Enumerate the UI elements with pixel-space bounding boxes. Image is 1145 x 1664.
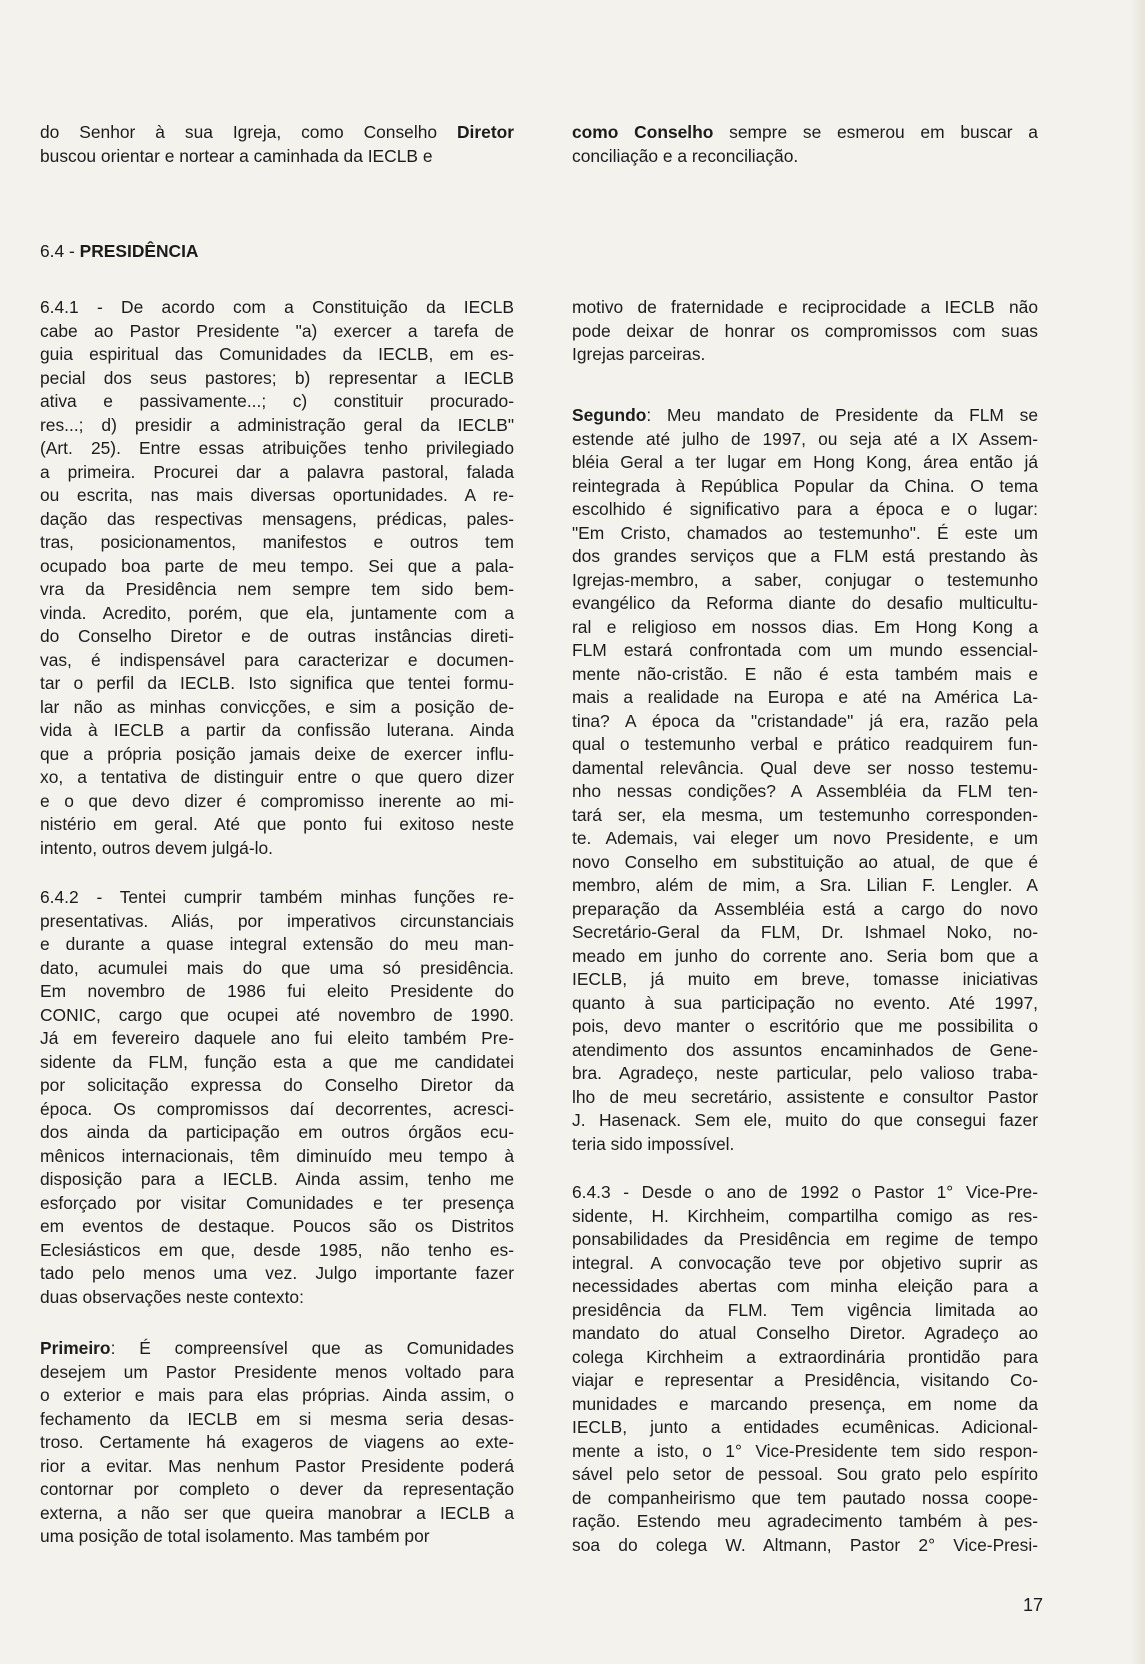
primeiro-label: Primeiro xyxy=(40,1338,111,1358)
text-line: atendimento dos assuntos encaminhados de Gene- xyxy=(572,1039,1038,1060)
text-line: troso. Certamente há exageros de viagens ao exte- xyxy=(40,1432,514,1452)
text-line: 6.4.2 - Tentei cumprir também minhas funções re- xyxy=(40,887,514,907)
text-line: necessidades abertas com minha eleição para a xyxy=(572,1276,1038,1296)
text-line: tina? A época da "cristandade" já era, razão pela xyxy=(572,710,1038,731)
text-line: bra. Agradeço, neste particular, pelo valioso traba- xyxy=(572,1063,1038,1083)
text-line: época. Os compromissos daí decorrentes, acresci- xyxy=(40,1098,514,1119)
text-line: Igrejas-membro, a saber, conjugar o testemunho xyxy=(572,569,1038,590)
paragraph-primeiro xyxy=(40,1337,514,1549)
text-line: uma posição de total isolamento. Mas também por xyxy=(40,1526,430,1546)
text-line: nistério em geral. Até que ponto fui exitoso neste xyxy=(40,814,514,834)
text-line: Eclesiásticos em que, desde 1985, não tenho es- xyxy=(40,1239,514,1260)
text-line: dato, acumulei mais do que uma só presidência. xyxy=(40,957,514,978)
text-line: contornar por completo o dever da representação xyxy=(40,1479,514,1499)
text-line: presentativas. Aliás, por imperativos circunstanciais xyxy=(40,910,514,931)
text-line: em eventos de destaque. Poucos são os Distritos xyxy=(40,1216,514,1236)
text-line: cabe ao Pastor Presidente "a) exercer a tarefa de xyxy=(40,320,514,341)
text-line: nho nessas condições? A Assembléia da FLM ten- xyxy=(572,781,1038,801)
text-line: presidência da FLM. Tem vigência limitada ao xyxy=(572,1299,1038,1320)
text-line: CONIC, cargo que ocupei até novembro de 1990. xyxy=(40,1004,514,1025)
segundo-label: Segundo xyxy=(572,405,647,425)
text-line: res...; d) presidir a administração geral da IECLB" xyxy=(40,414,514,435)
text-line: membro, além de mim, a Sra. Lilian F. Lengler. A xyxy=(572,875,1038,895)
text-line: lar não as minhas convicções, e sim a posição de- xyxy=(40,696,514,717)
text-line: intento, outros devem julgá-lo. xyxy=(40,837,273,858)
text-line: Em novembro de 1986 fui eleito Presidente do xyxy=(40,981,514,1001)
text-line: xo, a tentativa de distinguir entre o que quero dizer xyxy=(40,767,514,787)
text-line: mandato do atual Conselho Diretor. Agradeço ao xyxy=(572,1323,1038,1343)
text-line: Já em fevereiro daquele ano fui eleito também Pre- xyxy=(40,1028,514,1048)
text-line: pois, devo manter o escritório que me possibilita o xyxy=(572,1016,1038,1036)
top-left-text: do Senhor à sua Igreja, como Conselho xyxy=(40,122,457,142)
text-line: qual o testemunho verbal e prático readquirem fun- xyxy=(572,734,1038,754)
text-line: vas, é indispensável para caracterizar e documen- xyxy=(40,649,514,670)
text-line: externa, a não ser que queira manobrar a IECLB a xyxy=(40,1502,514,1523)
text-line: do Conselho Diretor e de outras instâncias direti- xyxy=(40,626,514,646)
text-line: damental relevância. Qual deve ser nosso testemu- xyxy=(572,757,1038,778)
text-line: colega Kirchheim a extraordinária prontidão para xyxy=(572,1346,1038,1367)
text-line: lho de meu secretário, assistente e consultor Pastor xyxy=(572,1086,1038,1107)
text-line: duas observações neste contexto: xyxy=(40,1286,304,1307)
text-line: pode deixar de honrar os compromissos com suas xyxy=(572,320,1038,341)
top-right-continuation xyxy=(572,121,1038,168)
text-line: te. Ademais, vai eleger um novo Presidente, e um xyxy=(572,828,1038,848)
paragraph-6-4-1 xyxy=(40,296,514,860)
text-line: FLM estará confrontada com um mundo essencial- xyxy=(572,640,1038,660)
text-line: tará ser, ela mesma, um testemunho corresponden- xyxy=(572,804,1038,825)
text-line: ração. Estendo meu agradecimento também à pes- xyxy=(572,1511,1038,1531)
paragraph-continuation xyxy=(572,296,1038,367)
paragraph-segundo xyxy=(572,404,1038,1156)
text-line: pecial dos seus pastores; b) representar a IECLB xyxy=(40,367,514,388)
text-line: desejem um Pastor Presidente menos voltado para xyxy=(40,1361,514,1382)
section-number: 6.4 - xyxy=(40,241,80,261)
text-line: quanto à sua participação no evento. Até 1997, xyxy=(572,992,1038,1013)
text-line: reintegrada à República Popular da China. O tema xyxy=(572,475,1038,496)
text-line: tado pelo menos uma vez. Julgo importante fazer xyxy=(40,1263,514,1283)
top-left-bold: Diretor xyxy=(456,122,514,142)
text-line: IECLB, junto a entidades ecumênicas. Adicional- xyxy=(572,1417,1038,1437)
text-line: ral e religioso em nossos dias. Em Hong Kong a xyxy=(572,616,1038,637)
text-line: e durante a quase integral extensão do meu man- xyxy=(40,934,514,954)
text-line: Secretário-Geral da FLM, Dr. Ishmael Noko, no- xyxy=(572,922,1038,942)
text-line: ativa e passivamente...; c) constituir procurado- xyxy=(40,391,514,411)
text-line: "Em Cristo, chamados ao testemunho". É este um xyxy=(572,522,1038,543)
text-line: soa do colega W. Altmann, Pastor 2° Vice-Presi- xyxy=(572,1534,1038,1555)
text-line: sável pelo setor de pessoal. Sou grato pelo espírito xyxy=(572,1464,1038,1484)
text-line: esforçado por visitar Comunidades e ter presença xyxy=(40,1192,514,1213)
text-line: Igrejas parceiras. xyxy=(572,344,706,364)
text-line: mente não-cristão. E não é esta também mais e xyxy=(572,663,1038,684)
text-line: vida à IECLB a partir da confissão luterana. Ainda xyxy=(40,720,514,740)
text-line: integral. A convocação teve por objetivo suprir as xyxy=(572,1252,1038,1273)
text-line: ocupado boa parte de meu tempo. Sei que a pala- xyxy=(40,555,514,576)
text-line: 6.4.1 - De acordo com a Constituição da IECLB xyxy=(40,297,514,317)
text-line: fechamento da IECLB em si mesma seria desas- xyxy=(40,1408,514,1429)
top-right-bold: como Conselho xyxy=(572,122,714,142)
text-line: dação das respectivas mensagens, prédicas, pales- xyxy=(40,508,514,529)
text-line: por solicitação expressa do Conselho Diretor da xyxy=(40,1075,514,1095)
text-line: dos ainda da participação em outros órgãos ecu- xyxy=(40,1122,514,1142)
text-line: de companheirismo que tem pautado nossa coope- xyxy=(572,1487,1038,1508)
text-line: dos grandes serviços que a FLM está prestando às xyxy=(572,546,1038,566)
page-number: 17 xyxy=(1023,1595,1044,1615)
paragraph-6-4-2 xyxy=(40,886,514,1309)
text-line: bléia Geral a ter lugar em Hong Kong, área então já xyxy=(572,452,1038,472)
text-line: vinda. Acredito, porém, que ela, juntamente com a xyxy=(40,602,514,623)
text-line: IECLB, já muito em breve, tomasse iniciativas xyxy=(572,969,1038,989)
text-line: teria sido impossível. xyxy=(572,1133,735,1154)
text-line: que a própria posição jamais deixe de exercer influ- xyxy=(40,743,514,764)
top-right-text: sempre se esmerou em buscar a xyxy=(713,122,1038,142)
text-line: (Art. 25). Entre essas atribuições tenho privilegiado xyxy=(40,438,514,458)
top-left-continuation xyxy=(40,121,514,168)
paragraph-6-4-3 xyxy=(572,1181,1038,1557)
section-heading xyxy=(40,241,199,262)
page-edge-shadow xyxy=(1131,0,1145,1664)
top-right-line: conciliação e a reconciliação. xyxy=(572,145,799,166)
text-line: tar o perfil da IECLB. Isto significa que tentei formu- xyxy=(40,673,514,693)
text-line: preparação da Assembléia está a cargo do novo xyxy=(572,898,1038,919)
text-line: guia espiritual das Comunidades da IECLB, em es- xyxy=(40,344,514,364)
text-line: rior a evitar. Mas nenhum Pastor Presidente poderá xyxy=(40,1455,514,1476)
text-line: mente a isto, o 1° Vice-Presidente tem sido respon- xyxy=(572,1440,1038,1461)
text-line: motivo de fraternidade e reciprocidade a IECLB não xyxy=(572,297,1038,317)
text-line: munidades e marcando presença, em nome da xyxy=(572,1393,1038,1414)
text-line: o exterior e mais para elas próprias. Ainda assim, o xyxy=(40,1385,514,1405)
text-line: mais a realidade na Europa e até na América La- xyxy=(572,687,1038,707)
text-line: tras, posicionamentos, manifestos e outros tem xyxy=(40,532,514,552)
text-line: evangélico da Reforma diante do desafio multicultu- xyxy=(572,593,1038,613)
text-line: ou escrita, nas mais diversas oportunidades. A re- xyxy=(40,485,514,505)
text-line: disposição para a IECLB. Ainda assim, tenho me xyxy=(40,1169,514,1189)
text-line: viajar e representar a Presidência, visitando Co- xyxy=(572,1370,1038,1390)
text-line: meado em junho do corrente ano. Seria bom que a xyxy=(572,945,1038,966)
text-line: vra da Presidência nem sempre tem sido bem- xyxy=(40,579,514,599)
text-line: sidente da FLM, função esta a que me candidatei xyxy=(40,1051,514,1072)
segundo-lead: : Meu mandato de Presidente da FLM se xyxy=(646,405,1038,425)
section-title: PRESIDÊNCIA xyxy=(79,241,199,261)
top-left-line: buscou orientar e nortear a caminhada da IECLB e xyxy=(40,145,433,166)
text-line: a primeira. Procurei dar a palavra pastoral, falada xyxy=(40,461,514,482)
text-line: escolhido é significativo para a época e o lugar: xyxy=(572,499,1038,519)
text-line: sidente, H. Kirchheim, compartilha comigo as res- xyxy=(572,1205,1038,1226)
text-line: e o que devo dizer é compromisso inerente ao mi- xyxy=(40,790,514,811)
text-line: J. Hasenack. Sem ele, muito do que consegui fazer xyxy=(572,1110,1038,1130)
text-line: ponsabilidades da Presidência em regime de tempo xyxy=(572,1229,1038,1249)
text-line: 6.4.3 - Desde o ano de 1992 o Pastor 1° Vice-Pre- xyxy=(572,1182,1038,1202)
primeiro-lead: : É compreensível que as Comunidades xyxy=(110,1338,514,1358)
text-line: novo Conselho em substituição ao atual, de que é xyxy=(572,851,1038,872)
text-line: estende até julho de 1997, ou seja até a IX Assem- xyxy=(572,428,1038,449)
text-line: mênicos internacionais, têm diminuído meu tempo à xyxy=(40,1145,514,1166)
